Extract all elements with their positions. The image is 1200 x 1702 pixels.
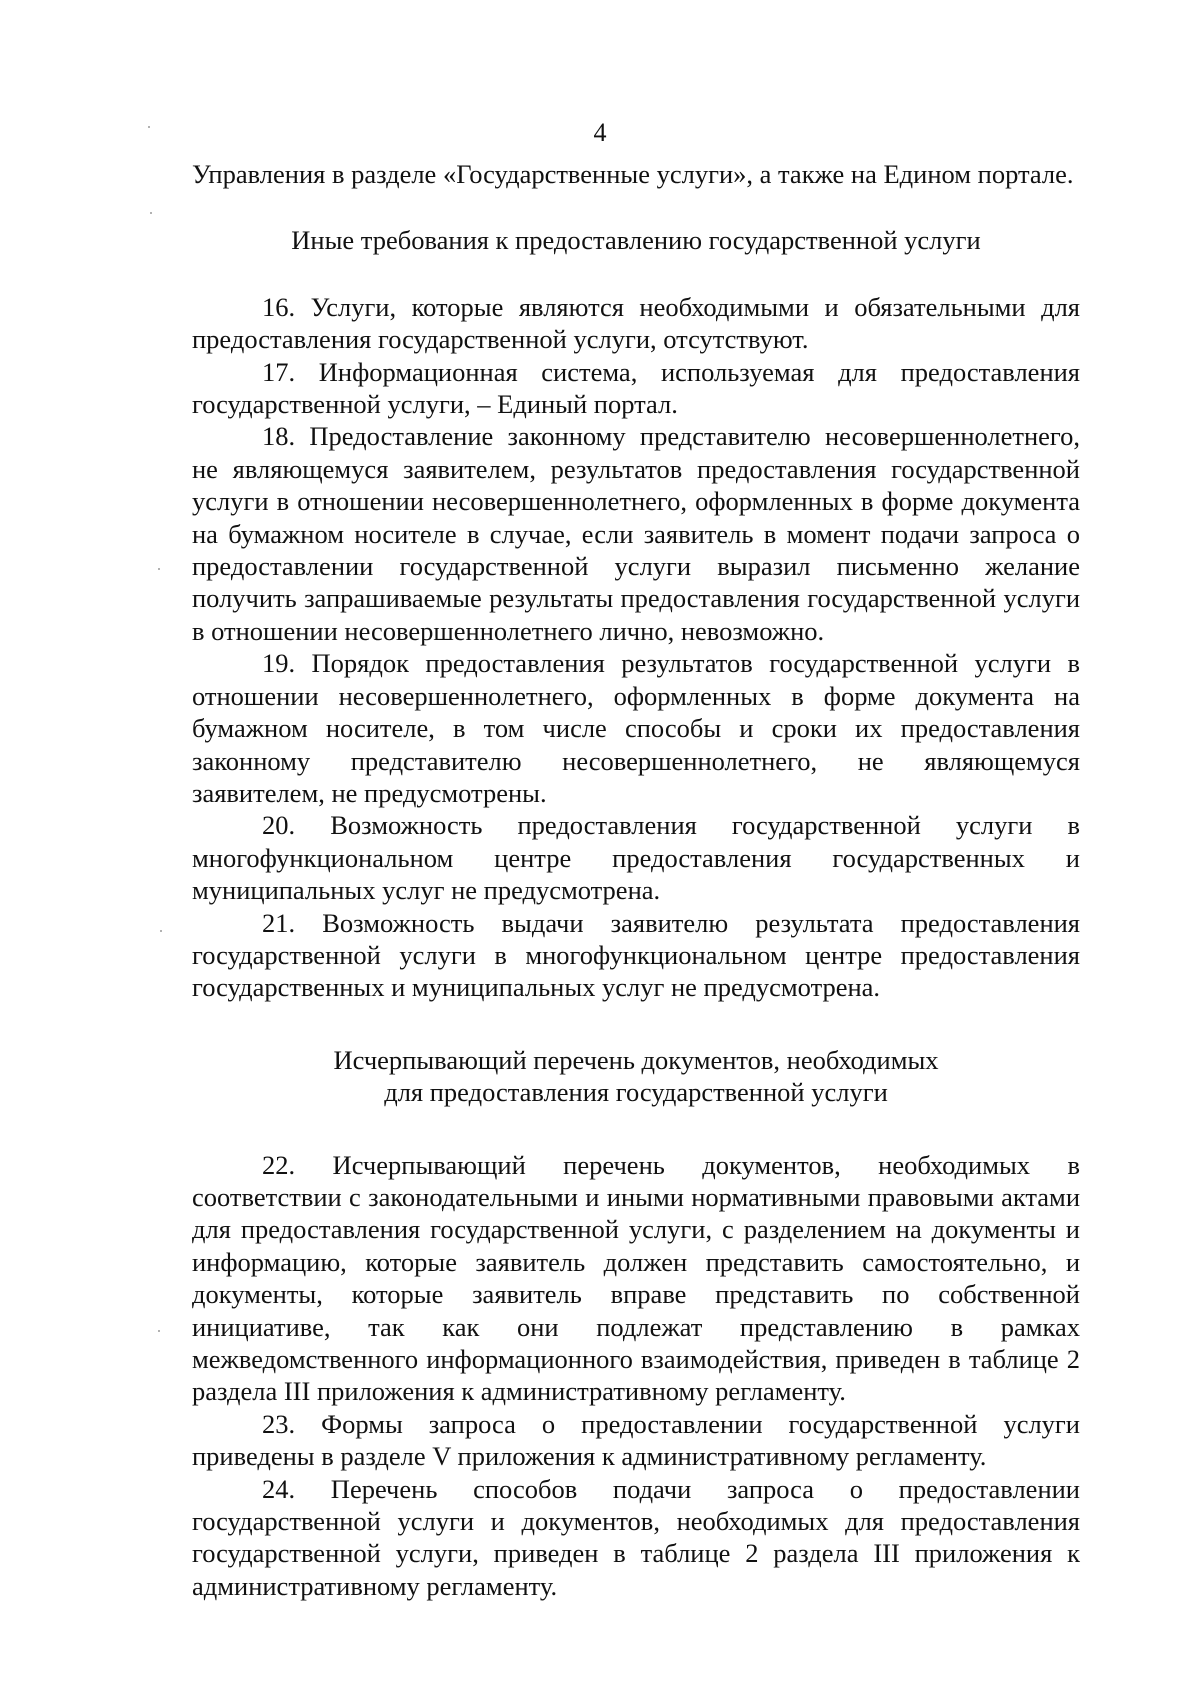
- scan-speck: [158, 568, 160, 570]
- paragraph-19: 19. Порядок предоставления результатов государственной услуги в отношении несовершеннолетнего, оформленных в форме документа на бумажном носителе, в том числе способы и сроки их предоставления законному представителю несовершеннолетнего, не являющемуся заявителем, не предусмотрены.: [192, 648, 1080, 808]
- page-number: 4: [593, 118, 607, 147]
- document-body: [192, 158, 1080, 1602]
- paragraph-17: 17. Информационная система, используемая для предоставления государственной услуги, – Единый портал.: [192, 356, 1080, 420]
- paragraph-24: 24. Перечень способов подачи запроса о предоставлении государственной услуги и документов, необходимых для предоставления государственной услуги, приведен в таблице 2 раздела III приложения к административному регламенту.: [192, 1473, 1080, 1601]
- section-heading-line-1: Исчерпывающий перечень документов, необходимых: [333, 1044, 939, 1075]
- paragraph-18: 18. Предоставление законному представителю несовершеннолетнего, не являющемуся заявителем, результатов предоставления государственной услуги в отношении несовершеннолетнего, оформленных в форме документа на бумажном носителе в случае, если заявитель в момент подачи запроса о предоставлении государственной услуги выразил письменно желание получить запрашиваемые результаты предоставления государственной услуги в отношении несовершеннолетнего лично, невозможно.: [192, 421, 1080, 646]
- section-heading-documents-list: [192, 1044, 1080, 1109]
- paragraph-16: 16. Услуги, которые являются необходимыми и обязательными для предоставления государственной услуги, отсутствуют.: [192, 291, 1080, 355]
- paragraph-21: 21. Возможность выдачи заявителю результата предоставления государственной услуги в многофункциональном центре предоставления государственных и муниципальных услуг не предусмотрена.: [192, 907, 1080, 1003]
- scan-speck: [158, 1330, 160, 1332]
- scan-speck: [160, 930, 162, 932]
- paragraph-22: 22. Исчерпывающий перечень документов, необходимых в соответствии с законодательными и иными нормативными правовыми актами для предоставления государственной услуги, с разделением на документы и информацию, которые заявитель должен представить самостоятельно, и документы, которые заявитель вправе представить по собственной инициативе, так как они подлежат представлению в рамках межведомственного информационного взаимодействия, приведен в таблице 2 раздела III приложения к административному регламенту.: [192, 1149, 1080, 1407]
- section-heading-other-requirements: Иные требования к предоставлению государственной услуги: [291, 225, 981, 256]
- paragraph-20: 20. Возможность предоставления государственной услуги в многофункциональном центре предоставления государственных и муниципальных услуг не предусмотрена.: [192, 810, 1080, 906]
- intro-paragraph: Управления в разделе «Государственные услуги», а также на Едином портале.: [192, 159, 1074, 189]
- scan-speck: [150, 212, 152, 214]
- paragraph-23: 23. Формы запроса о предоставлении государственной услуги приведены в разделе V приложения к административному регламенту.: [192, 1408, 1080, 1472]
- section-heading-line-2: для предоставления государственной услуги: [384, 1077, 888, 1108]
